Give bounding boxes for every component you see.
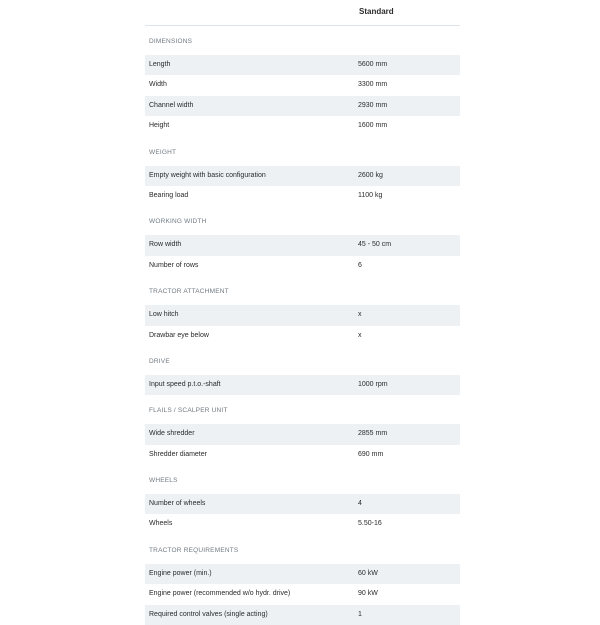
row-value: 4 <box>358 500 362 508</box>
table-row <box>145 584 460 604</box>
row-label: Drawbar eye below <box>149 331 209 339</box>
table-row <box>145 186 460 206</box>
row-label: Shredder diameter <box>149 450 207 458</box>
section-title-weight: WEIGHT <box>149 148 177 156</box>
row-value: 60 kW <box>358 569 378 577</box>
row-value: 6 <box>358 261 362 269</box>
row-value: 1100 kg <box>358 191 383 199</box>
table-row <box>145 514 460 534</box>
table-row <box>145 605 460 625</box>
row-value: 2930 mm <box>358 101 388 109</box>
row-label: Required control valves (single acting) <box>149 610 268 618</box>
table-row <box>145 235 460 255</box>
row-label: Height <box>149 122 170 130</box>
table-row <box>145 494 460 514</box>
row-label: Engine power (min.) <box>149 569 212 577</box>
row-value: 1 <box>358 610 362 618</box>
row-value: 5600 mm <box>358 61 388 68</box>
row-value: 5.50-16 <box>358 520 382 528</box>
section-title-working-width: WORKING WIDTH <box>149 218 207 226</box>
table-row <box>145 166 460 186</box>
row-value: 1000 rpm <box>358 380 388 388</box>
row-label: Low hitch <box>149 311 179 319</box>
row-label: Empty weight with basic configuration <box>149 171 266 179</box>
table-row <box>145 424 460 444</box>
row-value: 1600 mm <box>358 122 388 130</box>
section-title-tractor-requirements: TRACTOR REQUIREMENTS <box>149 546 239 554</box>
row-label: Row width <box>149 241 182 249</box>
table-row <box>145 256 460 276</box>
table-row <box>145 375 460 395</box>
row-label: Number of wheels <box>149 500 206 508</box>
row-label: Number of rows <box>149 261 199 269</box>
table-row <box>145 55 460 75</box>
row-value: 90 kW <box>358 590 378 598</box>
row-label: Channel width <box>149 101 194 109</box>
row-label: Wide shredder <box>149 430 195 438</box>
table-row <box>145 564 460 584</box>
table-row <box>145 445 460 465</box>
row-label: Input speed p.t.o.-shaft <box>149 380 221 388</box>
table-row <box>145 326 460 346</box>
section-title-wheels: WHEELS <box>149 477 178 485</box>
row-value: 2600 kg <box>358 171 383 179</box>
column-header-standard: Standard <box>359 7 394 16</box>
table-header <box>145 0 460 26</box>
section-title-tractor-attachment: TRACTOR ATTACHMENT <box>149 288 229 296</box>
row-label: Wheels <box>149 520 173 528</box>
row-value: 45 - 50 cm <box>358 241 392 249</box>
row-value: 2855 mm <box>358 430 388 438</box>
row-value: x <box>358 331 362 339</box>
row-value: x <box>358 311 362 319</box>
row-label: Engine power (recommended w/o hydr. drive) <box>149 590 291 598</box>
row-label: Bearing load <box>149 191 189 199</box>
section-title-drive: DRIVE <box>149 357 170 365</box>
spec-table <box>145 0 460 625</box>
section-title-flails-scalper-unit: FLAILS / SCALPER UNIT <box>149 407 228 415</box>
table-row <box>145 75 460 95</box>
row-label: Width <box>149 81 167 89</box>
table-row <box>145 116 460 136</box>
row-value: 3300 mm <box>358 81 388 89</box>
table-row <box>145 305 460 325</box>
row-label: Length <box>149 61 171 68</box>
row-value: 690 mm <box>358 450 384 458</box>
section-title-dimensions: DIMENSIONS <box>149 38 193 45</box>
table-row <box>145 96 460 116</box>
